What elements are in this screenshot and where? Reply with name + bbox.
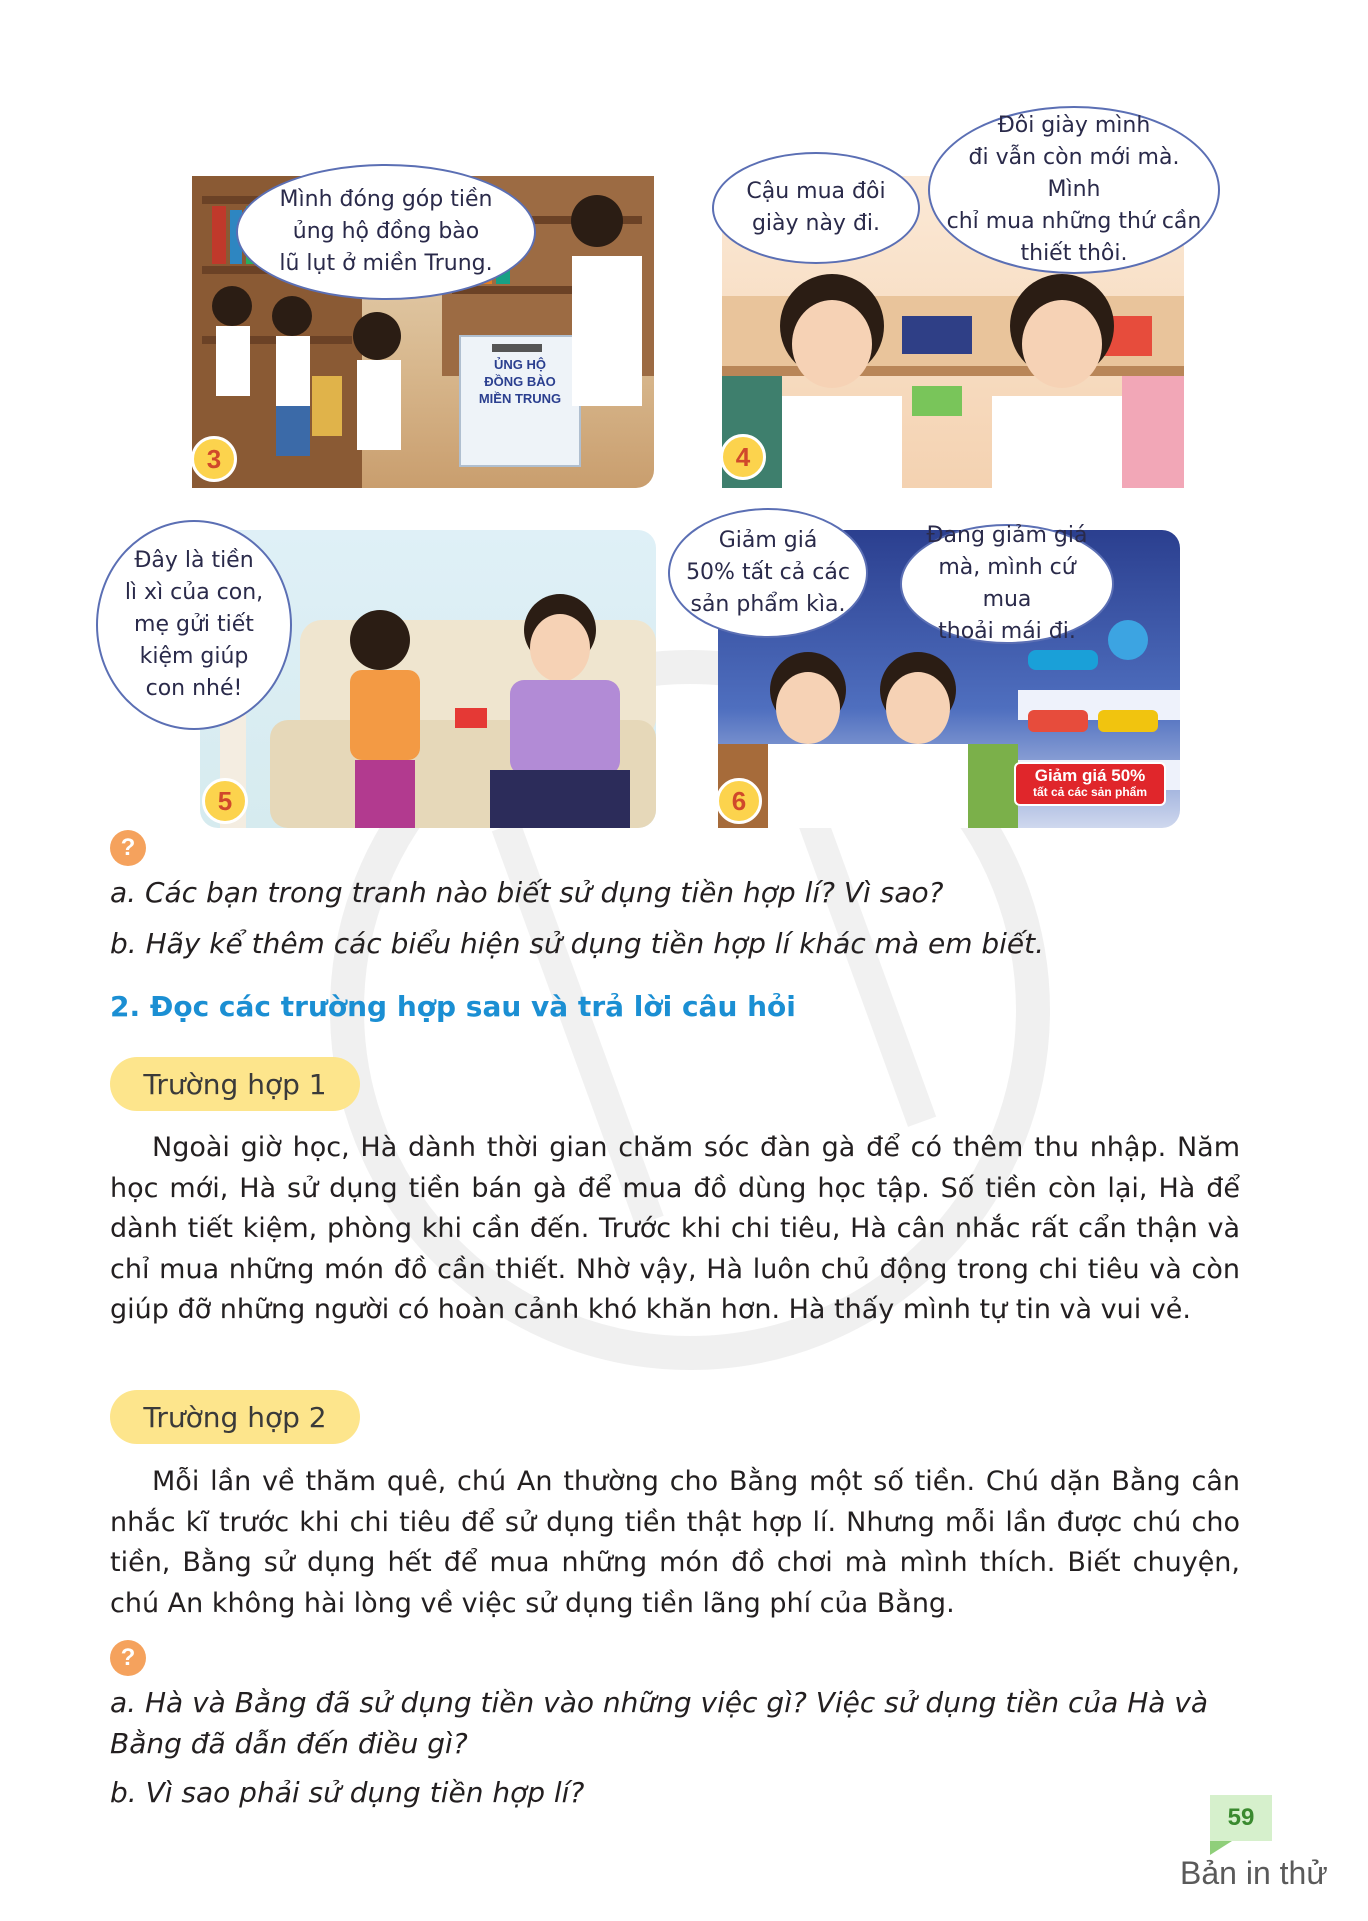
speech-bubble-right: Đôi giày mình đi vẫn còn mới mà. Mình chỉ mua những thứ cần thiết thôi. [928,106,1220,274]
panel-number-badge: 3 [191,436,237,482]
question-1b: b. Hãy kể thêm các biểu hiện sử dụng tiền hợp lí khác mà em biết. [110,927,1045,960]
illustration-panel-6 [686,523,1180,828]
case-2-label: Trường hợp 2 [110,1390,360,1444]
question-1a: a. Các bạn trong tranh nào biết sử dụng tiền hợp lí? Vì sao? [110,876,944,909]
page-number: 59 [1210,1795,1272,1841]
question-2b: b. Vì sao phải sử dụng tiền hợp lí? [110,1776,585,1809]
case-2-text [110,1462,1240,1624]
case-1-label: Trường hợp 1 [110,1057,360,1111]
section-heading: 2. Đọc các trường hợp sau và trả lời câu hỏi [110,990,796,1023]
panel-number-badge: 4 [720,434,766,480]
speech-bubble-right: Đang giảm giá mà, mình cứ mua thoải mái đi. [900,524,1114,644]
speech-bubble: Mình đóng góp tiền ủng hộ đồng bào lũ lụt ở miền Trung. [236,164,536,300]
case-1-paragraph: Ngoài giờ học, Hà dành thời gian chăm sóc đàn gà để có thêm thu nhập. Năm học mới, Hà sử dụng tiền bán gà để mua đồ dùng học tập. Số tiền còn lại, Hà để dành tiết kiệm, phòng khi cần đến. Trước khi chi tiêu, Hà cân nhắc rất cẩn thận và chỉ mua những món đồ cần thiết. Nhờ vậy, Hà luôn chủ động trong chi tiêu và còn giúp đỡ những người có hoàn cảnh khó khăn hơn. Hà thấy mình tự tin và vui vẻ. [110,1132,1240,1325]
question-icon: ? [110,1640,146,1676]
question-2a-line2: Bằng đã dẫn đến điều gì? [110,1727,468,1760]
panel-number-badge: 6 [716,778,762,824]
page-number-tab [1210,1841,1232,1855]
illustration-panel-3 [192,176,654,488]
speech-bubble-left: Cậu mua đôi giày này đi. [712,152,920,264]
illustration-panel-4 [722,113,1202,488]
question-icon: ? [110,830,146,866]
speech-bubble: Đây là tiền lì xì của con, mẹ gửi tiết kiệm giúp con nhé! [96,520,292,730]
donation-box-label: ỦNG HỘ ĐỒNG BÀO MIỀN TRUNG [478,357,562,406]
panel-number-badge: 5 [202,778,248,824]
draft-label: Bản in thử [1180,1855,1328,1891]
sale-tag-line2: tất cả các sản phẩm [1032,785,1148,799]
case-1-text [110,1128,1240,1331]
illustration-panel-5 [124,530,656,828]
question-2a-line1: a. Hà và Bằng đã sử dụng tiền vào những việc gì? Việc sử dụng tiền của Hà và [110,1686,1209,1719]
sale-tag [1014,762,1166,806]
sale-tag-line1: Giảm giá 50% [1034,766,1146,785]
case-2-paragraph: Mỗi lần về thăm quê, chú An thường cho Bằng một số tiền. Chú dặn Bằng cân nhắc kĩ trước khi chi tiêu để sử dụng tiền thật hợp lí. Nhưng mỗi lần được chú cho tiền, Bằng sử dụng hết để mua những món đồ chơi mà mình thích. Biết chuyện, chú An không hài lòng về việc sử dụng tiền lãng phí của Bằng. [110,1466,1240,1619]
speech-bubble-left: Giảm giá 50% tất cả các sản phẩm kìa. [668,508,868,638]
